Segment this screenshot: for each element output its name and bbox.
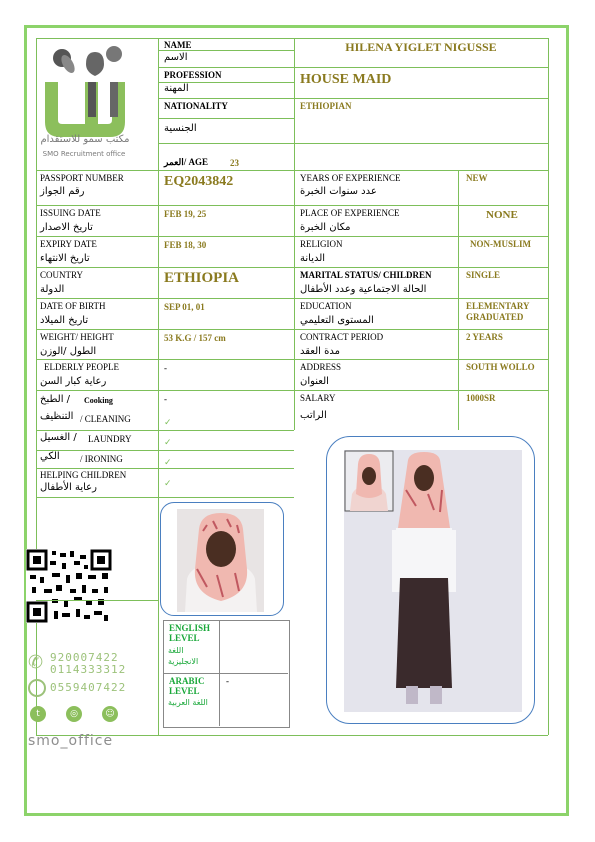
country-label: COUNTRY (40, 270, 84, 280)
english-label-ar: اللغة الانجليزية (168, 646, 199, 666)
snapchat-icon: ☺ (102, 706, 118, 722)
issuing-label-ar: تاريخ الاصدار (40, 222, 93, 233)
nationality-label-ar: الجنسية (164, 123, 197, 134)
salary-value: 1000SR (466, 393, 496, 403)
row-line (158, 143, 548, 144)
issuing-label: ISSUING DATE (40, 208, 101, 218)
place-label-ar: مكان الخبرة (300, 222, 351, 233)
row-line (36, 430, 294, 431)
religion-value: NON-MUSLIM (470, 239, 531, 249)
qr-code-icon (26, 549, 112, 623)
cleaning-label-ar: التنظيف (40, 411, 74, 422)
address-label: ADDRESS (300, 362, 342, 372)
age-value: 23 (230, 158, 239, 168)
helping-label-ar: رعاية الأطفال (40, 482, 97, 493)
phone-2: 0114333312 (50, 663, 127, 676)
profession-value: HOUSE MAID (300, 72, 392, 87)
table-top-line (36, 38, 548, 39)
age-label: AGE /العمر (164, 157, 209, 167)
country-label-ar: الدولة (40, 284, 65, 295)
helping-label: HELPING CHILDREN (40, 470, 127, 480)
nationality-label: NATIONALITY (164, 101, 228, 111)
row-line (36, 359, 548, 360)
name-label-ar: الاسم (164, 52, 188, 63)
phone-1: 920007422 (50, 651, 119, 664)
row-line (36, 170, 548, 171)
row-line (158, 118, 294, 119)
expiry-value: FEB 18, 30 (164, 240, 207, 250)
profession-label-ar: المهنة (164, 83, 189, 94)
weight-label-ar: الطول /الوزن (40, 346, 97, 357)
logo-english-text: SMO Recruitment office (42, 150, 126, 158)
cooking-value: - (164, 394, 167, 404)
logo-arabic-text: مكتب سمو للاستقدام (40, 134, 130, 145)
education-label-ar: المستوى التعليمي (300, 315, 374, 326)
place-value: NONE (486, 209, 518, 221)
name-label: NAME (164, 40, 192, 50)
helping-check-icon: ✓ (164, 478, 172, 488)
country-value: ETHIOPIA (164, 270, 240, 286)
contract-label: CONTRACT PERIOD (300, 332, 384, 342)
laundry-label-ar: / الغسيل (40, 432, 77, 443)
ironing-label-ar: الكي (40, 451, 60, 462)
instagram-icon: ◎ (66, 706, 82, 722)
address-value: SOUTH WOLLO (466, 362, 535, 372)
marital-value: SINGLE (466, 270, 501, 280)
salary-label: SALARY (300, 393, 336, 403)
row-line (36, 390, 548, 391)
row-line (158, 50, 294, 51)
social-handle: smo_office (28, 733, 114, 749)
place-label: PLACE OF EXPERIENCE (300, 208, 400, 218)
row-line (158, 67, 548, 68)
issuing-value: FEB 19, 25 (164, 209, 207, 219)
logo-mark-icon (40, 42, 130, 142)
profession-label: PROFESSION (164, 70, 222, 80)
marital-label: MARITAL STATUS/ CHILDREN (300, 270, 432, 280)
experience-value: NEW (466, 173, 488, 183)
laundry-check-icon: ✓ (164, 437, 172, 447)
religion-label: RELIGION (300, 239, 343, 249)
row-line (36, 497, 294, 498)
row-line (36, 267, 548, 268)
name-value: HILENA YIGLET NIGUSSE (345, 40, 497, 54)
cooking-label: Cooking (84, 396, 113, 405)
passport-label-ar: رقم الجواز (40, 186, 85, 197)
row-line (36, 205, 548, 206)
col-line-2 (294, 38, 295, 430)
language-row-line (163, 673, 288, 674)
experience-label: YEARS OF EXPERIENCE (300, 173, 401, 183)
twitter-icon: t (30, 706, 46, 722)
expiry-label-ar: تاريخ الانتهاء (40, 253, 90, 264)
laundry-label: LAUNDRY (88, 434, 132, 444)
elderly-label-ar: رعاية كبار السن (40, 376, 107, 387)
row-line (36, 236, 548, 237)
table-left-line (36, 38, 37, 735)
dob-value: SEP 01, 01 (164, 302, 205, 312)
phone-icon: ✆ (28, 652, 44, 673)
cleaning-check-icon: ✓ (164, 417, 172, 427)
arabic-label-ar: اللغة العربية (168, 698, 208, 707)
english-label: ENGLISH LEVEL (169, 623, 211, 643)
nationality-value: ETHIOPIAN (300, 101, 352, 111)
whatsapp-number: 0559407422 (50, 681, 127, 694)
weight-label: WEIGHT/ HEIGHT (40, 332, 114, 342)
contact-divider (36, 600, 158, 601)
row-line (158, 98, 548, 99)
col-line-3 (458, 170, 459, 430)
portrait-photo (177, 509, 264, 612)
whatsapp-icon (28, 679, 46, 697)
passport-value: EQ2043842 (164, 174, 234, 189)
row-line (36, 468, 294, 469)
arabic-label: ARABIC LEVEL (169, 676, 205, 696)
ironing-check-icon: ✓ (164, 457, 172, 467)
logo (40, 42, 130, 167)
elderly-value: - (164, 363, 167, 373)
expiry-label: EXPIRY DATE (40, 239, 97, 249)
dob-label: DATE OF BIRTH (40, 301, 106, 311)
religion-label-ar: الديانة (300, 253, 326, 264)
contract-label-ar: مدة العقد (300, 346, 340, 357)
dob-label-ar: تاريخ الميلاد (40, 315, 89, 326)
experience-label-ar: عدد سنوات الخبرة (300, 186, 377, 197)
education-value: ELEMENTARY GRADUATED (466, 301, 530, 322)
row-line (36, 329, 548, 330)
ironing-label: / IRONING (80, 454, 123, 464)
salary-label-ar: الراتب (300, 410, 327, 421)
contract-value: 2 YEARS (466, 332, 503, 342)
arabic-value: - (226, 676, 229, 686)
cleaning-label: / CLEANING (80, 414, 131, 424)
full-body-photo (344, 450, 522, 712)
passport-label: PASSPORT NUMBER (40, 173, 124, 183)
elderly-label: ELDERLY PEOPLE (44, 362, 120, 372)
address-label-ar: العنوان (300, 376, 329, 387)
education-label: EDUCATION (300, 301, 352, 311)
table-right-line (548, 38, 549, 735)
cooking-label-ar: / الطبخ (40, 394, 71, 405)
weight-value: 53 K.G / 157 cm (164, 333, 226, 343)
marital-label-ar: الحالة الاجتماعية وعدد الأطفال (300, 284, 427, 295)
row-line (36, 298, 548, 299)
